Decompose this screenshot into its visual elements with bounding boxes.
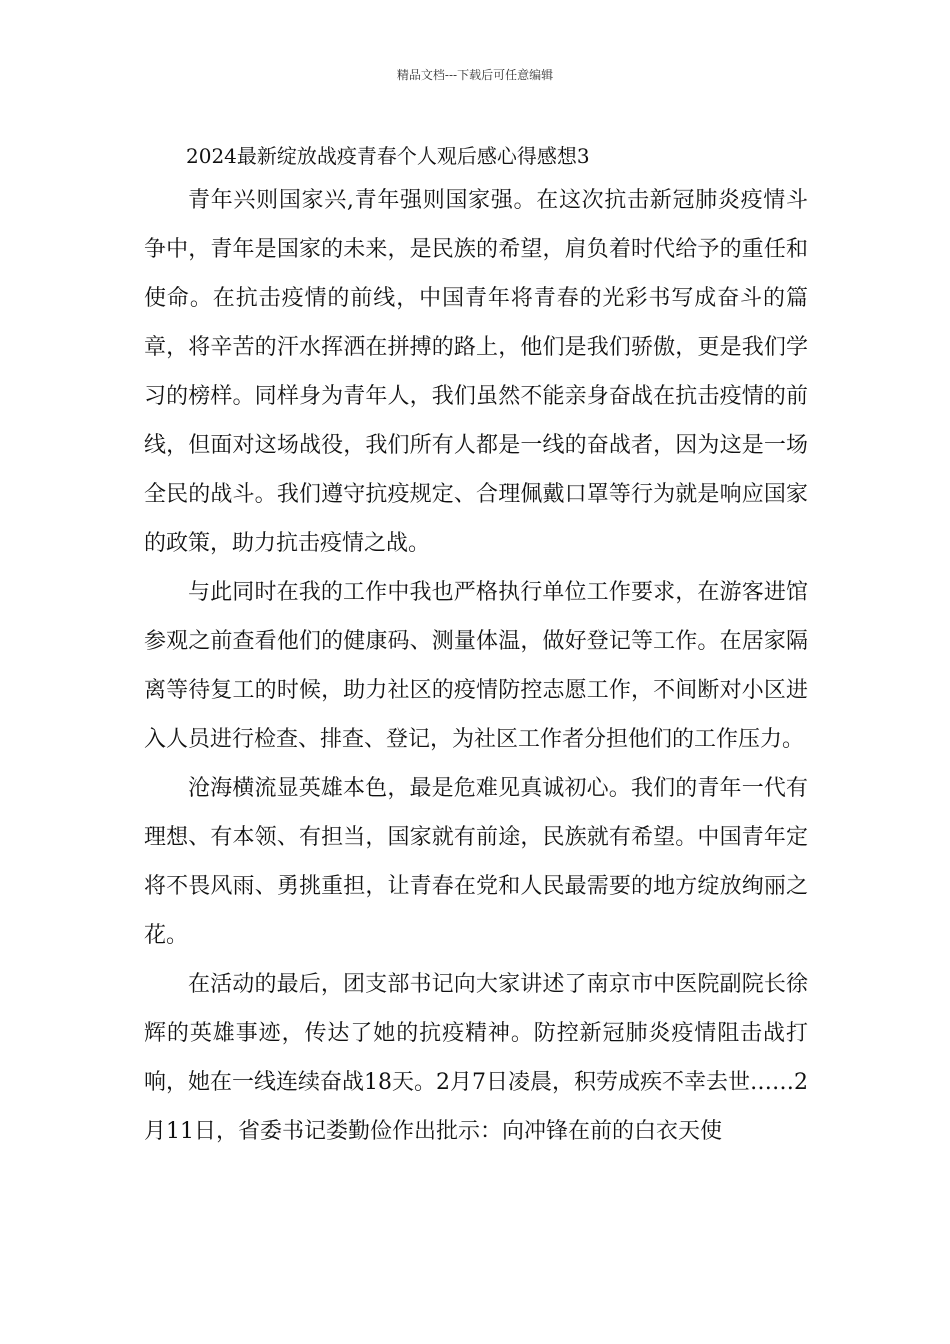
document-title: 2024最新绽放战疫青春个人观后感心得感想3 <box>186 144 590 168</box>
document-body <box>144 176 808 1156</box>
page-header-note: 精品文档---下载后可任意编辑 <box>396 68 554 82</box>
paragraph-3: 沧海横流显英雄本色，最是危难见真诚初心。我们的青年一代有理想、有本领、有担当，国家就有前途，民族就有希望。中国青年定将不畏风雨、勇挑重担，让青春在党和人民最需要的地方绽放绚丽之花。 <box>144 776 808 948</box>
paragraph-4: 在活动的最后，团支部书记向大家讲述了南京市中医院副院长徐辉的英雄事迹，传达了她的抗疫精神。防控新冠肺炎疫情阻击战打响，她在一线连续奋战18天。2月7日凌晨，积劳成疾不幸去世……2月11日，省委书记娄勤俭作出批示：向冲锋在前的白衣天使 <box>144 972 808 1144</box>
paragraph-2: 与此同时在我的工作中我也严格执行单位工作要求，在游客进馆参观之前查看他们的健康码、测量体温，做好登记等工作。在居家隔离等待复工的时候，助力社区的疫情防控志愿工作，不间断对小区进入人员进行检查、排查、登记，为社区工作者分担他们的工作压力。 <box>144 580 808 752</box>
paragraph-1: 青年兴则国家兴,青年强则国家强。在这次抗击新冠肺炎疫情斗争中，青年是国家的未来，是民族的希望，肩负着时代给予的重任和使命。在抗击疫情的前线，中国青年将青春的光彩书写成奋斗的篇章，将辛苦的汗水挥洒在拼搏的路上，他们是我们骄傲，更是我们学习的榜样。同样身为青年人，我们虽然不能亲身奋战在抗击疫情的前线，但面对这场战役，我们所有人都是一线的奋战者，因为这是一场全民的战斗。我们遵守抗疫规定、合理佩戴口罩等行为就是响应国家的政策，助力抗击疫情之战。 <box>144 188 808 556</box>
